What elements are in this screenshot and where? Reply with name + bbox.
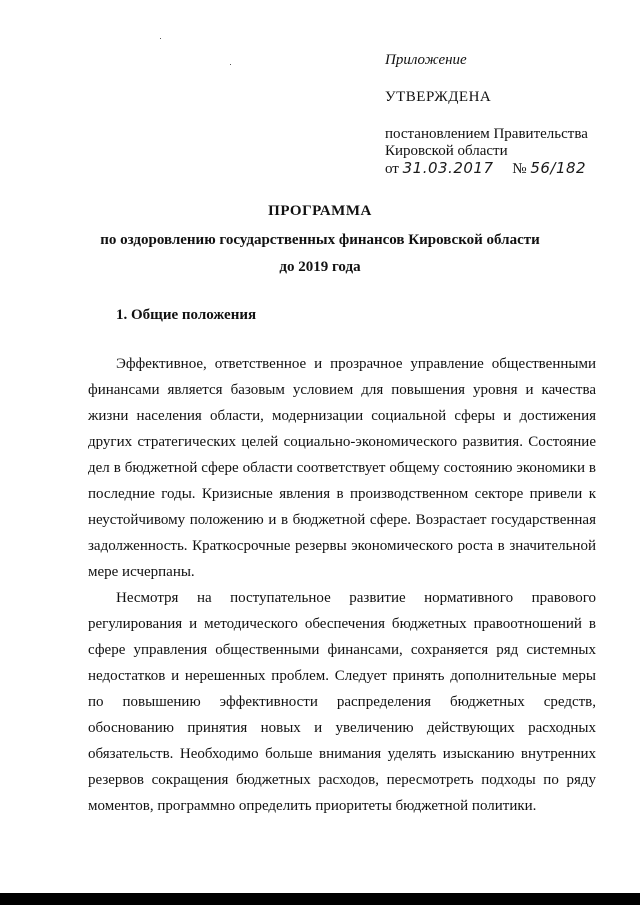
paragraph-1: Эффективное, ответственное и прозрачное управление общественными финансами является базовым условием для повышения уровня и качества жизни населения области, модернизации социальной сферы и достижения других стратегических целей социально-экономического развития. Состояние дел в бюджетной сфере области соответствует общему состоянию экономики в последние годы. Кризисные явления в производственном секторе привели к неустойчивому положению и в бюджетной сфере. Возрастает государственная задолженность. Краткосрочные резервы экономического роста в значительной мере исчерпаны. <box>88 356 596 580</box>
body-text <box>88 351 596 819</box>
title-line-2: по оздоровлению государственных финансов Кировской области <box>100 232 540 248</box>
decree-date: 31.03.2017 <box>402 159 494 177</box>
decree-block <box>385 126 615 178</box>
program-title <box>0 203 640 276</box>
decree-prefix: от <box>385 161 399 177</box>
title-line-3: до 2019 года <box>279 259 361 275</box>
approved-label: УТВЕРЖДЕНА <box>385 89 492 105</box>
title-line-1: ПРОГРАММА <box>268 203 372 219</box>
section-heading: 1. Общие положения <box>116 307 257 323</box>
approval-block <box>385 52 615 178</box>
scan-bottom-border <box>0 893 640 905</box>
decree-line-2: Кировской области <box>385 143 508 159</box>
paragraph-2: Несмотря на поступательное развитие нормативного правового регулирования и методического обеспечения бюджетных правоотношений в сфере управления общественными финансами, сохраняется ряд системных недостатков и нерешенных проблем. Следует принять дополнительные меры по повышению эффективности распределения бюджетных средств, обоснованию принятия новых и увеличению действующих расходных обязательств. Необходимо больше внимания уделять изысканию внутренних резервов сокращения бюджетных расходов, пересмотреть подходы по ряду моментов, программно определить приоритеты бюджетной политики. <box>88 590 596 814</box>
decree-line-1: постановлением Правительства <box>385 126 588 142</box>
appendix-label: Приложение <box>385 52 467 68</box>
decree-date-line <box>385 160 615 178</box>
decree-number: 56/182 <box>530 159 587 177</box>
scan-speck <box>230 64 231 65</box>
decree-number-prefix: № <box>512 161 527 177</box>
scan-speck <box>160 38 161 39</box>
